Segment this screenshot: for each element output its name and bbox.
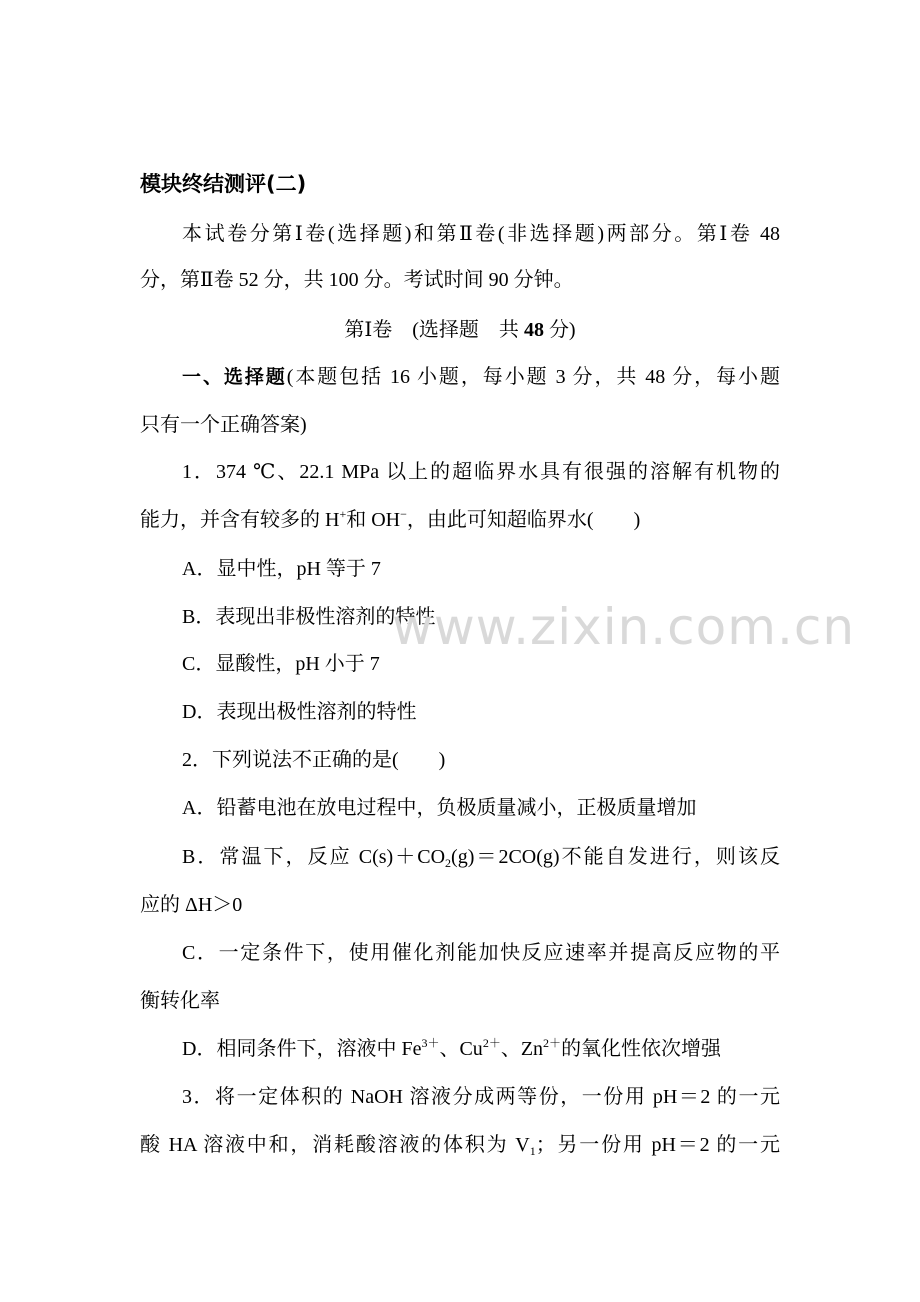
q3-stem-line-1: 3．将一定体积的 NaOH 溶液分成两等份，一份用 pH＝2 的一元	[182, 1086, 780, 1108]
section-header-score: 48	[523, 319, 544, 341]
q3-text-a: 酸 HA 溶液中和，消耗酸溶液的体积为 V	[140, 1134, 530, 1156]
q1-sup-plus: +	[339, 507, 347, 521]
intro-line-1: 本试卷分第Ⅰ卷(选择题)和第Ⅱ卷(非选择题)两部分。第Ⅰ卷 48	[182, 223, 780, 245]
q2-d-text-b: 、Cu	[439, 1038, 483, 1060]
q2-d-text-c: 、Zn	[500, 1038, 544, 1060]
q1-option-b: B．表现出非极性溶剂的特性	[182, 606, 436, 628]
q1-option-d: D．表现出极性溶剂的特性	[182, 701, 417, 723]
q2-d-text-d: 的氧化性依次增强	[561, 1038, 722, 1060]
intro-line-2: 分，第Ⅱ卷 52 分，共 100 分。考试时间 90 分钟。	[140, 269, 574, 291]
q2-stem: 2．下列说法不正确的是( )	[182, 749, 446, 771]
q1-stem-line-2	[140, 508, 640, 532]
q2-option-c-line-1: C．一定条件下，使用催化剂能加快反应速率并提高反应物的平	[182, 942, 780, 964]
q2-d-sup-1: 3＋	[421, 1036, 440, 1050]
q2-b-sub: 2	[445, 856, 452, 870]
q2-option-b-line-1	[182, 845, 780, 869]
q3-text-b: ；另一份用 pH＝2 的一元	[535, 1134, 780, 1156]
q2-b-text-b: (g)＝2CO(g)不能自发进行，则该反	[451, 846, 780, 868]
q1-option-c: C．显酸性，pH 小于 7	[182, 653, 380, 675]
part1-desc-1: (本题包括 16 小题，每小题 3 分，共 48 分，每小题	[286, 366, 780, 388]
page-title: 模块终结测评(二)	[140, 172, 307, 196]
section-header	[140, 318, 780, 342]
q1-stem-text-a: 能力，并含有较多的 H	[140, 509, 340, 531]
section-header-prefix: 第Ⅰ卷 (选择题 共	[344, 319, 524, 341]
part1-heading: 一、选择题	[182, 366, 287, 388]
q2-option-b-line-2: 应的 ΔH＞0	[140, 894, 243, 916]
q1-sup-minus: −	[400, 507, 407, 521]
section-header-suffix: 分)	[543, 319, 576, 341]
part1-desc-2: 只有一个正确答案)	[140, 414, 307, 436]
q2-option-a: A．铅蓄电池在放电过程中，负极质量减小，正极质量增加	[182, 797, 697, 819]
q2-d-text-a: D．相同条件下，溶液中 Fe	[182, 1038, 422, 1060]
q2-d-sup-2: 2＋	[482, 1036, 501, 1050]
q1-option-a: A．显中性，pH 等于 7	[182, 558, 381, 580]
q1-stem-text-b: 和 OH	[346, 509, 401, 531]
q2-option-c-line-2: 衡转化率	[140, 990, 220, 1012]
q3-stem-line-2	[140, 1133, 780, 1157]
q1-stem-text-c: ，由此可知超临界水( )	[406, 509, 641, 531]
watermark: www.zixin.com.cn	[392, 598, 856, 656]
q2-b-text-a: B．常温下，反应 C(s)＋CO	[182, 846, 446, 868]
part1-heading-line	[182, 365, 780, 389]
q2-d-sup-3: 2＋	[543, 1036, 562, 1050]
q2-option-d	[182, 1037, 721, 1061]
q3-sub: 1	[529, 1144, 536, 1158]
q1-stem-line-1: 1．374 ℃、22.1 MPa 以上的超临界水具有很强的溶解有机物的	[182, 461, 780, 483]
